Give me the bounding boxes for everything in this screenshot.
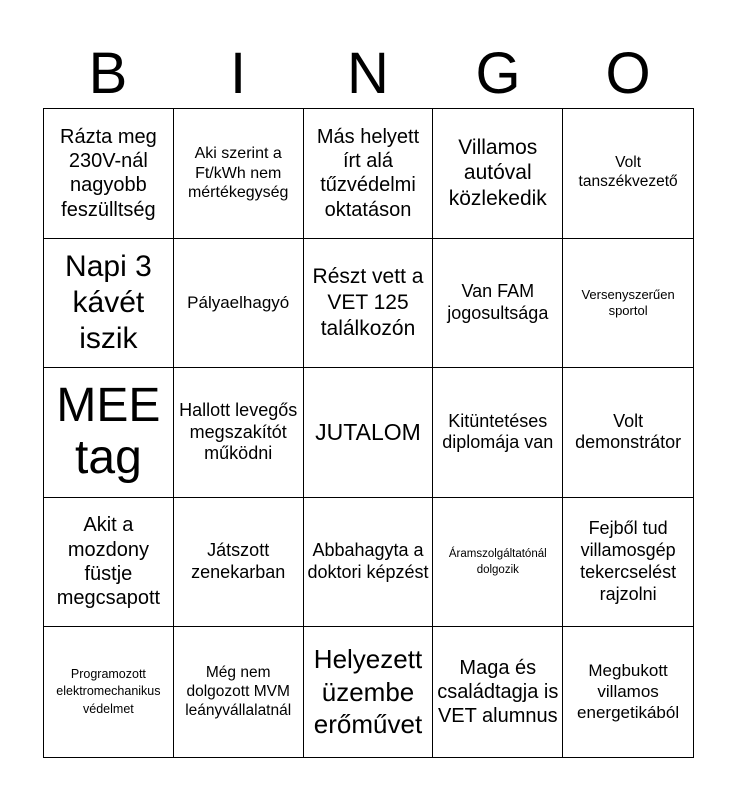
bingo-cell[interactable]	[174, 239, 304, 369]
bingo-cell[interactable]	[433, 627, 563, 757]
bingo-cell[interactable]	[563, 109, 693, 239]
cell-text: Részt vett a VET 125 találkozón	[312, 265, 424, 340]
bingo-cell[interactable]	[174, 368, 304, 498]
cell-text: Hallott levegős megszakítót működni	[179, 399, 298, 464]
bingo-cell[interactable]	[174, 109, 304, 239]
bingo-cell[interactable]	[174, 627, 304, 757]
cell-text: Pályaelhagyó	[187, 292, 290, 312]
cell-text: Maga és családtagja is VET alumnus	[437, 656, 559, 728]
cell-text: Versenyszerűen sportol	[581, 287, 675, 318]
cell-text: Még nem dolgozott MVM leányvállalatnál	[185, 663, 292, 719]
cell-text: Volt demonstrátor	[575, 410, 682, 453]
cell-text: Más helyett írt alá tűzvédelmi oktatáson	[316, 125, 420, 221]
bingo-cell[interactable]	[433, 498, 563, 628]
cell-text: Aki szerint a Ft/kWh nem mértékegység	[187, 145, 289, 202]
bingo-cell[interactable]	[433, 239, 563, 369]
cell-text: Áramszolgáltatónál dolgozik	[448, 548, 547, 577]
cell-text: Programozott elektromechanikus védelmet	[56, 666, 161, 716]
bingo-cell[interactable]	[563, 239, 693, 369]
cell-text: Kitüntetéses diplomája van	[442, 410, 554, 453]
bingo-cell[interactable]	[304, 627, 434, 757]
cell-text: Akit a mozdony füstje megcsapott	[56, 514, 161, 610]
bingo-cell[interactable]	[304, 239, 434, 369]
bingo-cell[interactable]	[563, 368, 693, 498]
bingo-cell[interactable]	[304, 498, 434, 628]
bingo-cell[interactable]	[44, 368, 174, 498]
bingo-board	[43, 108, 694, 758]
cell-text: Napi 3 kávét iszik	[65, 249, 152, 355]
bingo-cell[interactable]	[44, 498, 174, 628]
title-letter-g: G	[475, 41, 521, 106]
title-letter-o: O	[605, 41, 651, 106]
cell-text: Rázta meg 230V-nál nagyobb feszülltség	[60, 125, 157, 221]
bingo-cell[interactable]	[433, 109, 563, 239]
cell-text: Fejből tud villamosgép tekercselést rajzolni	[580, 518, 677, 605]
cell-text: Volt tanszékvezető	[578, 154, 678, 191]
cell-text: Abbahagyta a doktori képzést	[307, 540, 429, 583]
cell-text: JUTALOM	[315, 419, 421, 446]
bingo-cell[interactable]	[304, 109, 434, 239]
bingo-cell[interactable]	[433, 368, 563, 498]
cell-text: MEE tag	[56, 378, 161, 485]
bingo-cell[interactable]	[563, 498, 693, 628]
bingo-cell[interactable]	[563, 627, 693, 757]
bingo-cell[interactable]	[304, 368, 434, 498]
bingo-title	[43, 40, 693, 108]
cell-text: Játszott zenekarban	[191, 540, 286, 583]
bingo-cell[interactable]	[44, 627, 174, 757]
cell-text: Van FAM jogosultsága	[447, 280, 549, 323]
title-letter-i: I	[229, 41, 247, 106]
cell-text: Helyezett üzembe erőművet	[313, 644, 423, 740]
bingo-cell[interactable]	[44, 239, 174, 369]
title-letter-n: N	[347, 41, 389, 106]
cell-text: Villamos autóval közlekedik	[448, 135, 547, 211]
bingo-cell[interactable]	[44, 109, 174, 239]
bingo-cell[interactable]	[174, 498, 304, 628]
cell-text: Megbukott villamos energetikából	[577, 661, 680, 722]
title-letter-b: B	[88, 41, 128, 106]
